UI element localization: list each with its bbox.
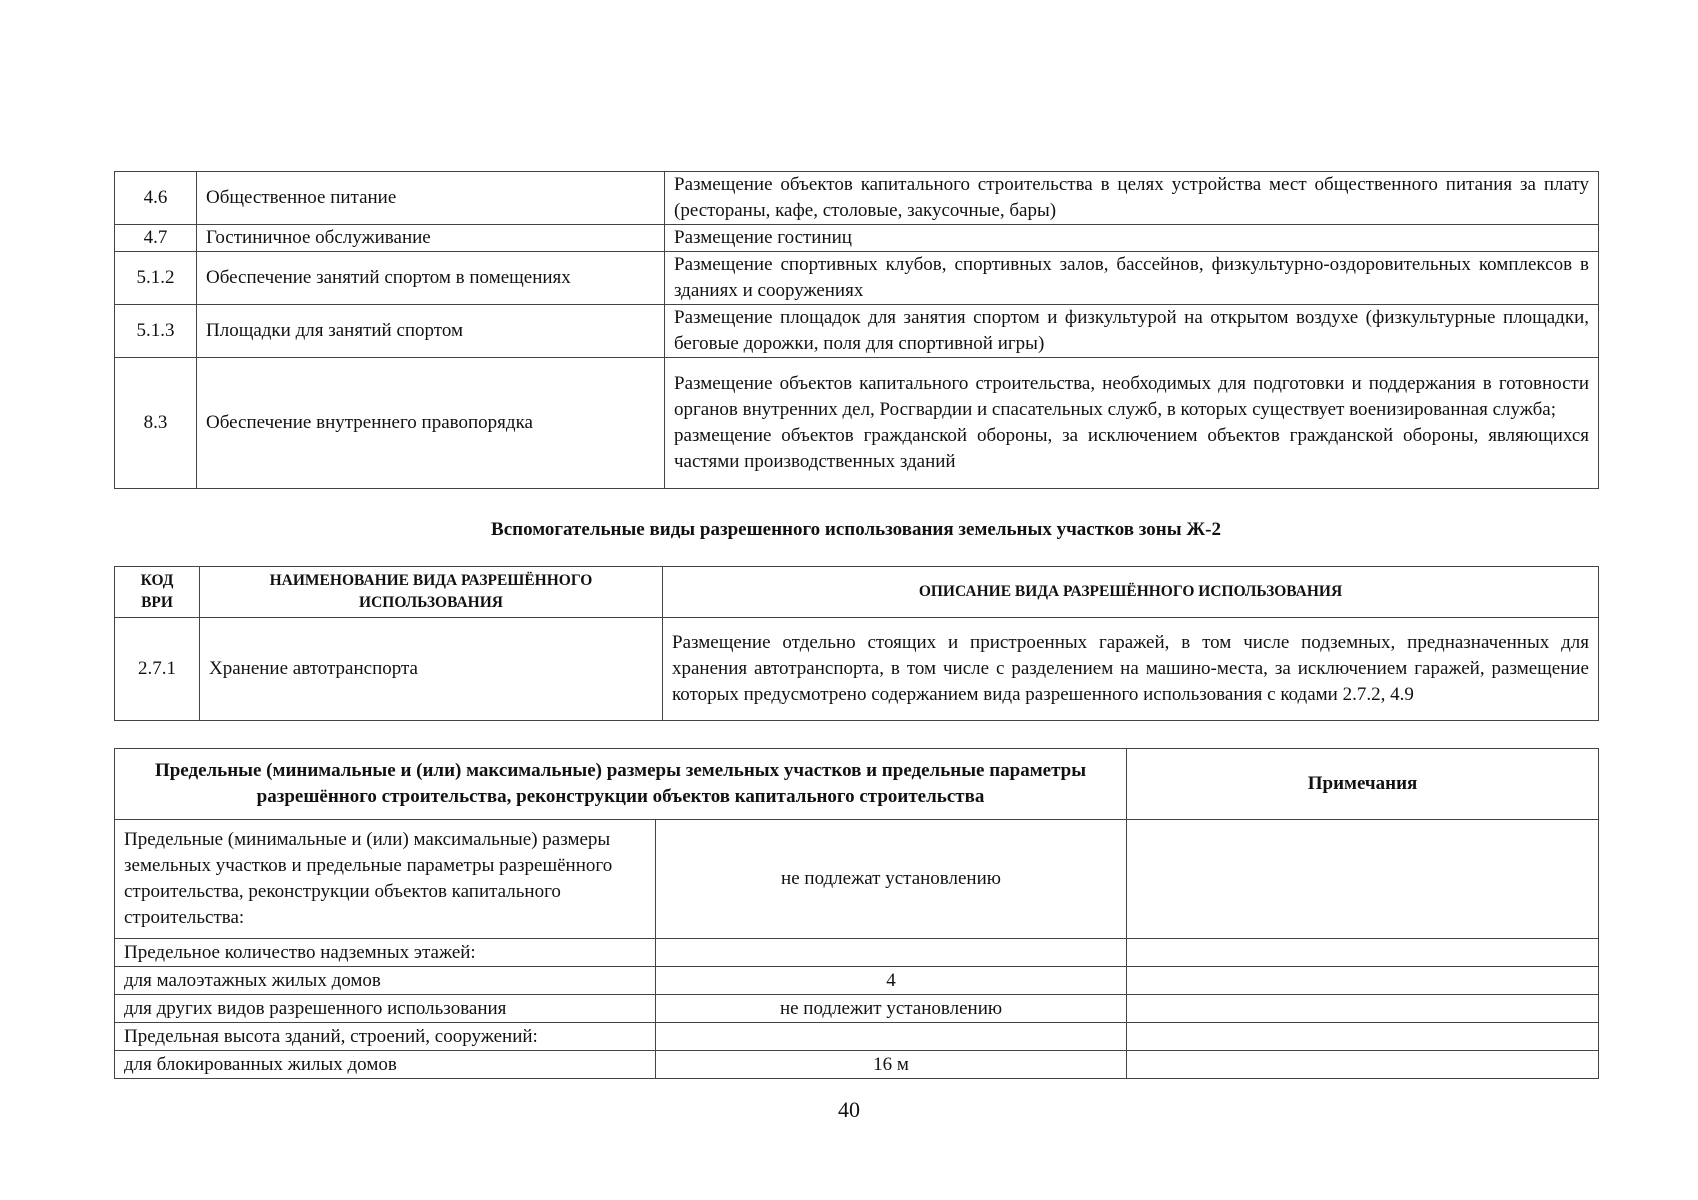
limit-value: не подлежит установлению <box>656 995 1127 1023</box>
vri-name: Площадки для занятий спортом <box>197 305 665 358</box>
limits-header: Предельные (минимальные и (или) максимальные) размеры земельных участков и предельные параметры разрешённого строительства, реконструкции объектов капитального строительства <box>115 749 1127 820</box>
limits-table <box>114 748 1599 1079</box>
vri-description: Размещение объектов капитального строительства в целях устройства мест общественного питания за плату (рестораны, кафе, столовые, закусочные, бары) <box>665 172 1599 225</box>
limit-note <box>1127 820 1599 939</box>
limit-value: 16 м <box>656 1051 1127 1079</box>
limit-note <box>1127 967 1599 995</box>
limit-value: не подлежат установлению <box>656 820 1127 939</box>
vri-description-part: Размещение объектов капитального строительства, необходимых для подготовки и поддержания в готовности органов внутренних дел, Росгвардии и спасательных служб, в которых существует военизированная служба; <box>674 373 1589 420</box>
vri-code: 5.1.2 <box>115 252 197 305</box>
table-row <box>115 820 1599 939</box>
table-row <box>115 252 1599 305</box>
vri-code: 5.1.3 <box>115 305 197 358</box>
table-row <box>115 939 1599 967</box>
vri-code: 4.7 <box>115 225 197 252</box>
limit-value <box>656 939 1127 967</box>
vri-description: Размещение гостиниц <box>665 225 1599 252</box>
limit-label: Предельная высота зданий, строений, сооружений: <box>115 1023 656 1051</box>
table-row <box>115 1051 1599 1079</box>
notes-header: Примечания <box>1127 749 1599 820</box>
vri-name: Общественное питание <box>197 172 665 225</box>
vri-name: Обеспечение занятий спортом в помещениях <box>197 252 665 305</box>
limit-value <box>656 1023 1127 1051</box>
vri-code: 8.3 <box>115 358 197 489</box>
limit-note <box>1127 1023 1599 1051</box>
table-row <box>115 225 1599 252</box>
limit-label: Предельные (минимальные и (или) максимальные) размеры земельных участков и предельные параметры разрешённого строительства, реконструкции объектов капитального строительства: <box>115 820 656 939</box>
limit-note <box>1127 995 1599 1023</box>
header-code: КОД ВРИ <box>115 567 200 618</box>
vri-description-part: размещение объектов гражданской обороны, за исключением объектов гражданской обороны, являющихся частями производственных зданий <box>674 425 1589 472</box>
header-name: НАИМЕНОВАНИЕ ВИДА РАЗРЕШЁННОГО ИСПОЛЬЗОВАНИЯ <box>200 567 663 618</box>
vri-code: 2.7.1 <box>115 618 200 721</box>
table-row <box>115 1023 1599 1051</box>
table-row <box>115 967 1599 995</box>
limit-note <box>1127 939 1599 967</box>
vri-description: Размещение спортивных клубов, спортивных залов, бассейнов, физкультурно-оздоровительных комплексов в зданиях и сооружениях <box>665 252 1599 305</box>
limit-value: 4 <box>656 967 1127 995</box>
table-row <box>115 305 1599 358</box>
vri-description: Размещение площадок для занятия спортом и физкультурой на открытом воздухе (физкультурные площадки, беговые дорожки, поля для спортивной игры) <box>665 305 1599 358</box>
vri-description <box>665 358 1599 489</box>
limit-note <box>1127 1051 1599 1079</box>
table-header-row <box>115 567 1599 618</box>
limit-label: для других видов разрешенного использования <box>115 995 656 1023</box>
vri-code: 4.6 <box>115 172 197 225</box>
limit-label: Предельное количество надземных этажей: <box>115 939 656 967</box>
header-description: ОПИСАНИЕ ВИДА РАЗРЕШЁННОГО ИСПОЛЬЗОВАНИЯ <box>663 567 1599 618</box>
table-row <box>115 358 1599 489</box>
limit-label: для малоэтажных жилых домов <box>115 967 656 995</box>
page-number: 40 <box>838 1097 860 1122</box>
table-row <box>115 995 1599 1023</box>
vri-name: Хранение автотранспорта <box>200 618 663 721</box>
vri-name: Гостиничное обслуживание <box>197 225 665 252</box>
auxiliary-vri-table <box>114 566 1599 721</box>
main-vri-table <box>114 171 1599 489</box>
auxiliary-section-heading: Вспомогательные виды разрешенного использования земельных участков зоны Ж-2 <box>491 519 1221 540</box>
vri-name: Обеспечение внутреннего правопорядка <box>197 358 665 489</box>
table-row <box>115 172 1599 225</box>
table-row <box>115 618 1599 721</box>
table-header-row <box>115 749 1599 820</box>
vri-description: Размещение отдельно стоящих и пристроенных гаражей, в том числе подземных, предназначенных для хранения автотранспорта, в том числе с разделением на машино-места, за исключением гаражей, размещение которых предусмотрено содержанием вида разрешенного использования с кодами 2.7.2, 4.9 <box>663 618 1599 721</box>
limit-label: для блокированных жилых домов <box>115 1051 656 1079</box>
